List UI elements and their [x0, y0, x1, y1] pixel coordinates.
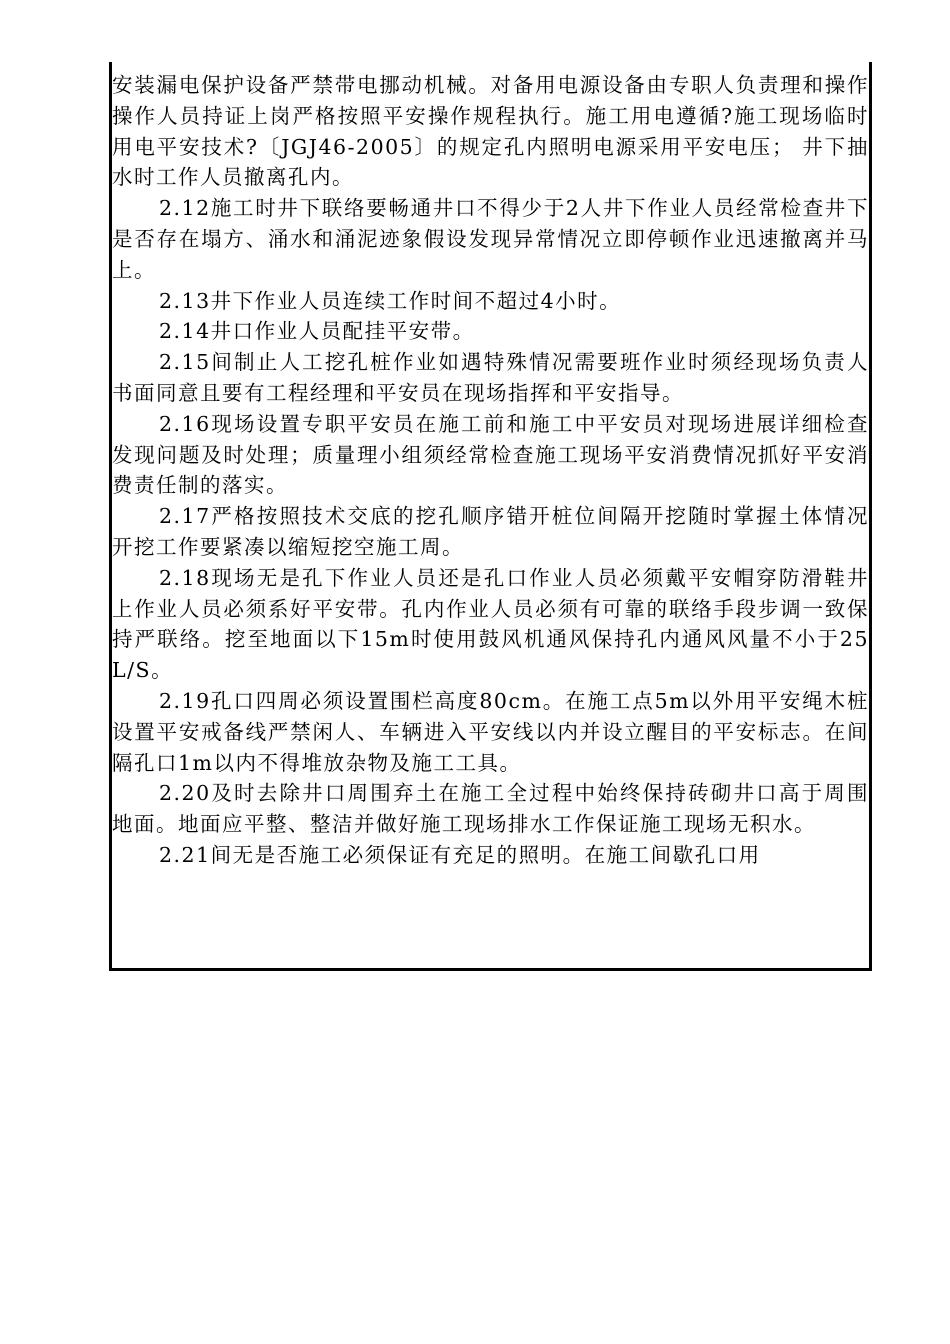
document-body [112, 70, 869, 871]
paragraph-2-12: 2.12施工时井下联络要畅通井口不得少于2人井下作业人员经常检查井下是否存在塌方、涌水和涌泥迹象假设发现异常情况立即停顿作业迅速撤离并马上。 [112, 196, 869, 282]
paragraph-2-20: 2.20及时去除井口周围弃土在施工全过程中始终保持砖砌井口高于周围地面。地面应平整、整洁并做好施工现场排水工作保证施工现场无积水。 [112, 781, 869, 837]
paragraph-2-13: 2.13井下作业人员连续工作时间不超过4小时。 [159, 288, 622, 313]
paragraph-2-19: 2.19孔口四周必须设置围栏高度80cm。在施工点5m以外用平安绳木桩设置平安戒备线严禁闲人、车辆进入平安线以内并设立醒目的平安标志。在间隔孔口1m以内不得堆放杂物及施工工具。 [112, 688, 869, 775]
paragraph-2-18: 2.18现场无是孔下作业人员还是孔口作业人员必须戴平安帽穿防滑鞋井上作业人员必须系好平安带。孔内作业人员必须有可靠的联络手段步调一致保持严联络。挖至地面以下15m时使用鼓风机通风保持孔内通风风量不小于25L/S。 [112, 565, 869, 683]
paragraph-2-17: 2.17严格按照技术交底的挖孔顺序错开桩位间隔开挖随时掌握土体情况开挖工作要紧凑以缩短挖空施工周。 [112, 504, 869, 559]
paragraph-2-16: 2.16现场设置专职平安员在施工前和施工中平安员对现场进展详细检查发现问题及时处理；质量理小组须经常检查施工现场平安消费情况抓好平安消费责任制的落实。 [112, 411, 869, 498]
paragraph-electrical-safety: 安装漏电保护设备严禁带电挪动机械。对备用电源设备由专职人负责理和操作操作人员持证上岗严格按照平安操作规程执行。施工用电遵循?施工现场临时用电平安技术?〔JGJ46-2005〕的规定孔内照明电源采用平安电压； 井下抽水时工作人员撤离孔内。 [112, 73, 869, 190]
paragraph-2-14: 2.14井口作业人员配挂平安带。 [159, 319, 475, 344]
paragraph-2-21: 2.21间无是否施工必须保证有充足的照明。在施工间歇孔口用 [159, 842, 761, 867]
paragraph-2-15: 2.15间制止人工挖孔桩作业如遇特殊情况需要班作业时须经现场负责人书面同意且要有工程经理和平安员在现场指挥和平安指导。 [112, 350, 869, 405]
document-table-cell [109, 62, 872, 971]
